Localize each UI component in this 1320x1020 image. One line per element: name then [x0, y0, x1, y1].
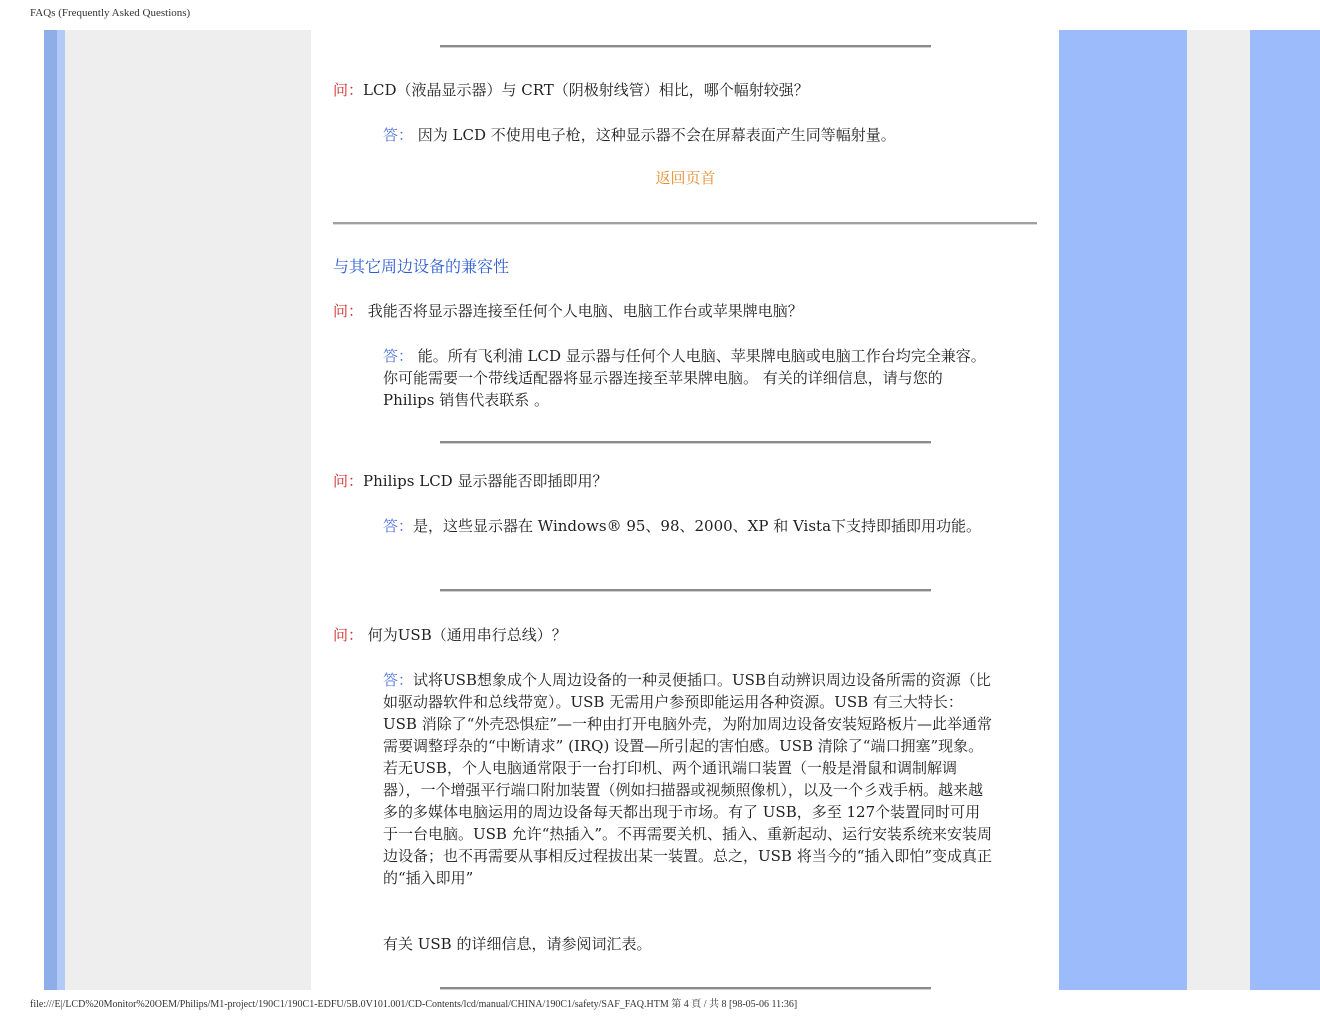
answer-computer-compatibility	[383, 345, 993, 411]
question-text: 何为USB（通用串行总线）？	[363, 626, 567, 644]
question-text: LCD（液晶显示器）与 CRT（阴极射线管）相比，哪个幅射较强？	[363, 81, 809, 99]
answer-text: 因为 LCD 不使用电子枪，这种显示器不会在屏幕表面产生同等幅射量。	[413, 126, 896, 144]
right-blue-band	[1250, 30, 1320, 990]
left-blue-band	[44, 30, 57, 990]
question-plug-and-play	[333, 470, 607, 492]
usb-glossary-note: 有关 USB 的详细信息，请参阅词汇表。	[383, 935, 652, 953]
divider	[440, 441, 931, 444]
question-computer-compatibility	[333, 300, 803, 322]
answer-text: 是，这些显示器在 Windows® 95、98、2000、XP 和 Vista下支持即插即用功能。	[413, 517, 982, 535]
answer-lcd-vs-crt	[383, 124, 993, 146]
answer-usb	[383, 669, 993, 889]
left-light-blue-band	[57, 30, 65, 990]
question-usb	[333, 624, 567, 646]
question-prefix: 问：	[333, 302, 364, 320]
right-gray-band	[1187, 30, 1250, 990]
right-blue-panel	[1059, 30, 1187, 990]
question-prefix: 问：	[333, 81, 364, 99]
answer-prefix: 答：	[383, 126, 414, 144]
question-text: Philips LCD 显示器能否即插即用？	[363, 472, 608, 490]
section-title-compatibility[interactable]: 与其它周边设备的兼容性	[333, 257, 510, 276]
answer-text: 能。所有飞利浦 LCD 显示器与任何个人电脑、苹果牌电脑或电脑工作台均完全兼容。你可能需要一个带线适配器将显示器连接至苹果牌电脑。 有关的详细信息，请与您的 Philips 销售代表联系 。	[383, 347, 986, 409]
section-divider	[333, 222, 1037, 225]
divider	[440, 589, 931, 592]
question-text: 我能否将显示器连接至任何个人电脑、电脑工作台或苹果牌电脑？	[363, 302, 803, 320]
question-prefix: 问：	[333, 472, 364, 490]
faq-content	[333, 30, 1038, 990]
divider	[440, 987, 931, 990]
back-to-top-link[interactable]: 返回页首	[655, 169, 716, 187]
answer-plug-and-play	[383, 515, 993, 537]
left-gray-panel	[65, 30, 311, 990]
answer-prefix: 答：	[383, 671, 414, 689]
answer-prefix: 答：	[383, 517, 414, 535]
answer-text: 试将USB想象成个人周边设备的一种灵便插口。USB自动辨识周边设备所需的资源（比如驱动器软件和总线带宽）。USB 无需用户参预即能运用各种资源。USB 有三大特长：USB 消除了“外壳恐惧症”—一种由打开电脑外壳，为附加周边设备安装短路板片—此举通常需要调整琈杂的“中断请求” (IRQ) 设置—所引起的害怕感。USB 清除了“端口拥塞”现象。若无USB，个人电脑通常限于一台打印机、两个通讯端口装置（一般是滑鼠和调制解调器），一个增强平行端口附加装置（例如扫描器或视频照像机），以及一个彡戏手柄。越来越多的多媒体电脑运用的周边设备每天都出现于市场。有了 USB，多至 127个装置同时可用于一台电脑。USB 允许“热插入”。不再需要关机、插入、重新起动、运行安装系统来安装周边设备；也不再需要从事相反过程拔出某一装置。总之，USB 将当今的“插入即怕”变成真正的“插入即用”	[383, 671, 993, 887]
question-lcd-vs-crt	[333, 79, 809, 101]
divider	[440, 45, 931, 48]
answer-prefix: 答：	[383, 347, 414, 365]
page-footer-path: file:///E|/LCD%20Monitor%20OEM/Philips/M1-project/190C1/190C1-EDFU/5B.0V101.001/CD-Contents/lcd/manual/CHINA/190C1/safety/SAF_FAQ.HTM 第 4 頁 / 共 8 [98-05-06 11:36]	[30, 999, 798, 1010]
question-prefix: 问：	[333, 626, 364, 644]
page-header-title: FAQs (Frequently Asked Questions)	[30, 7, 191, 19]
